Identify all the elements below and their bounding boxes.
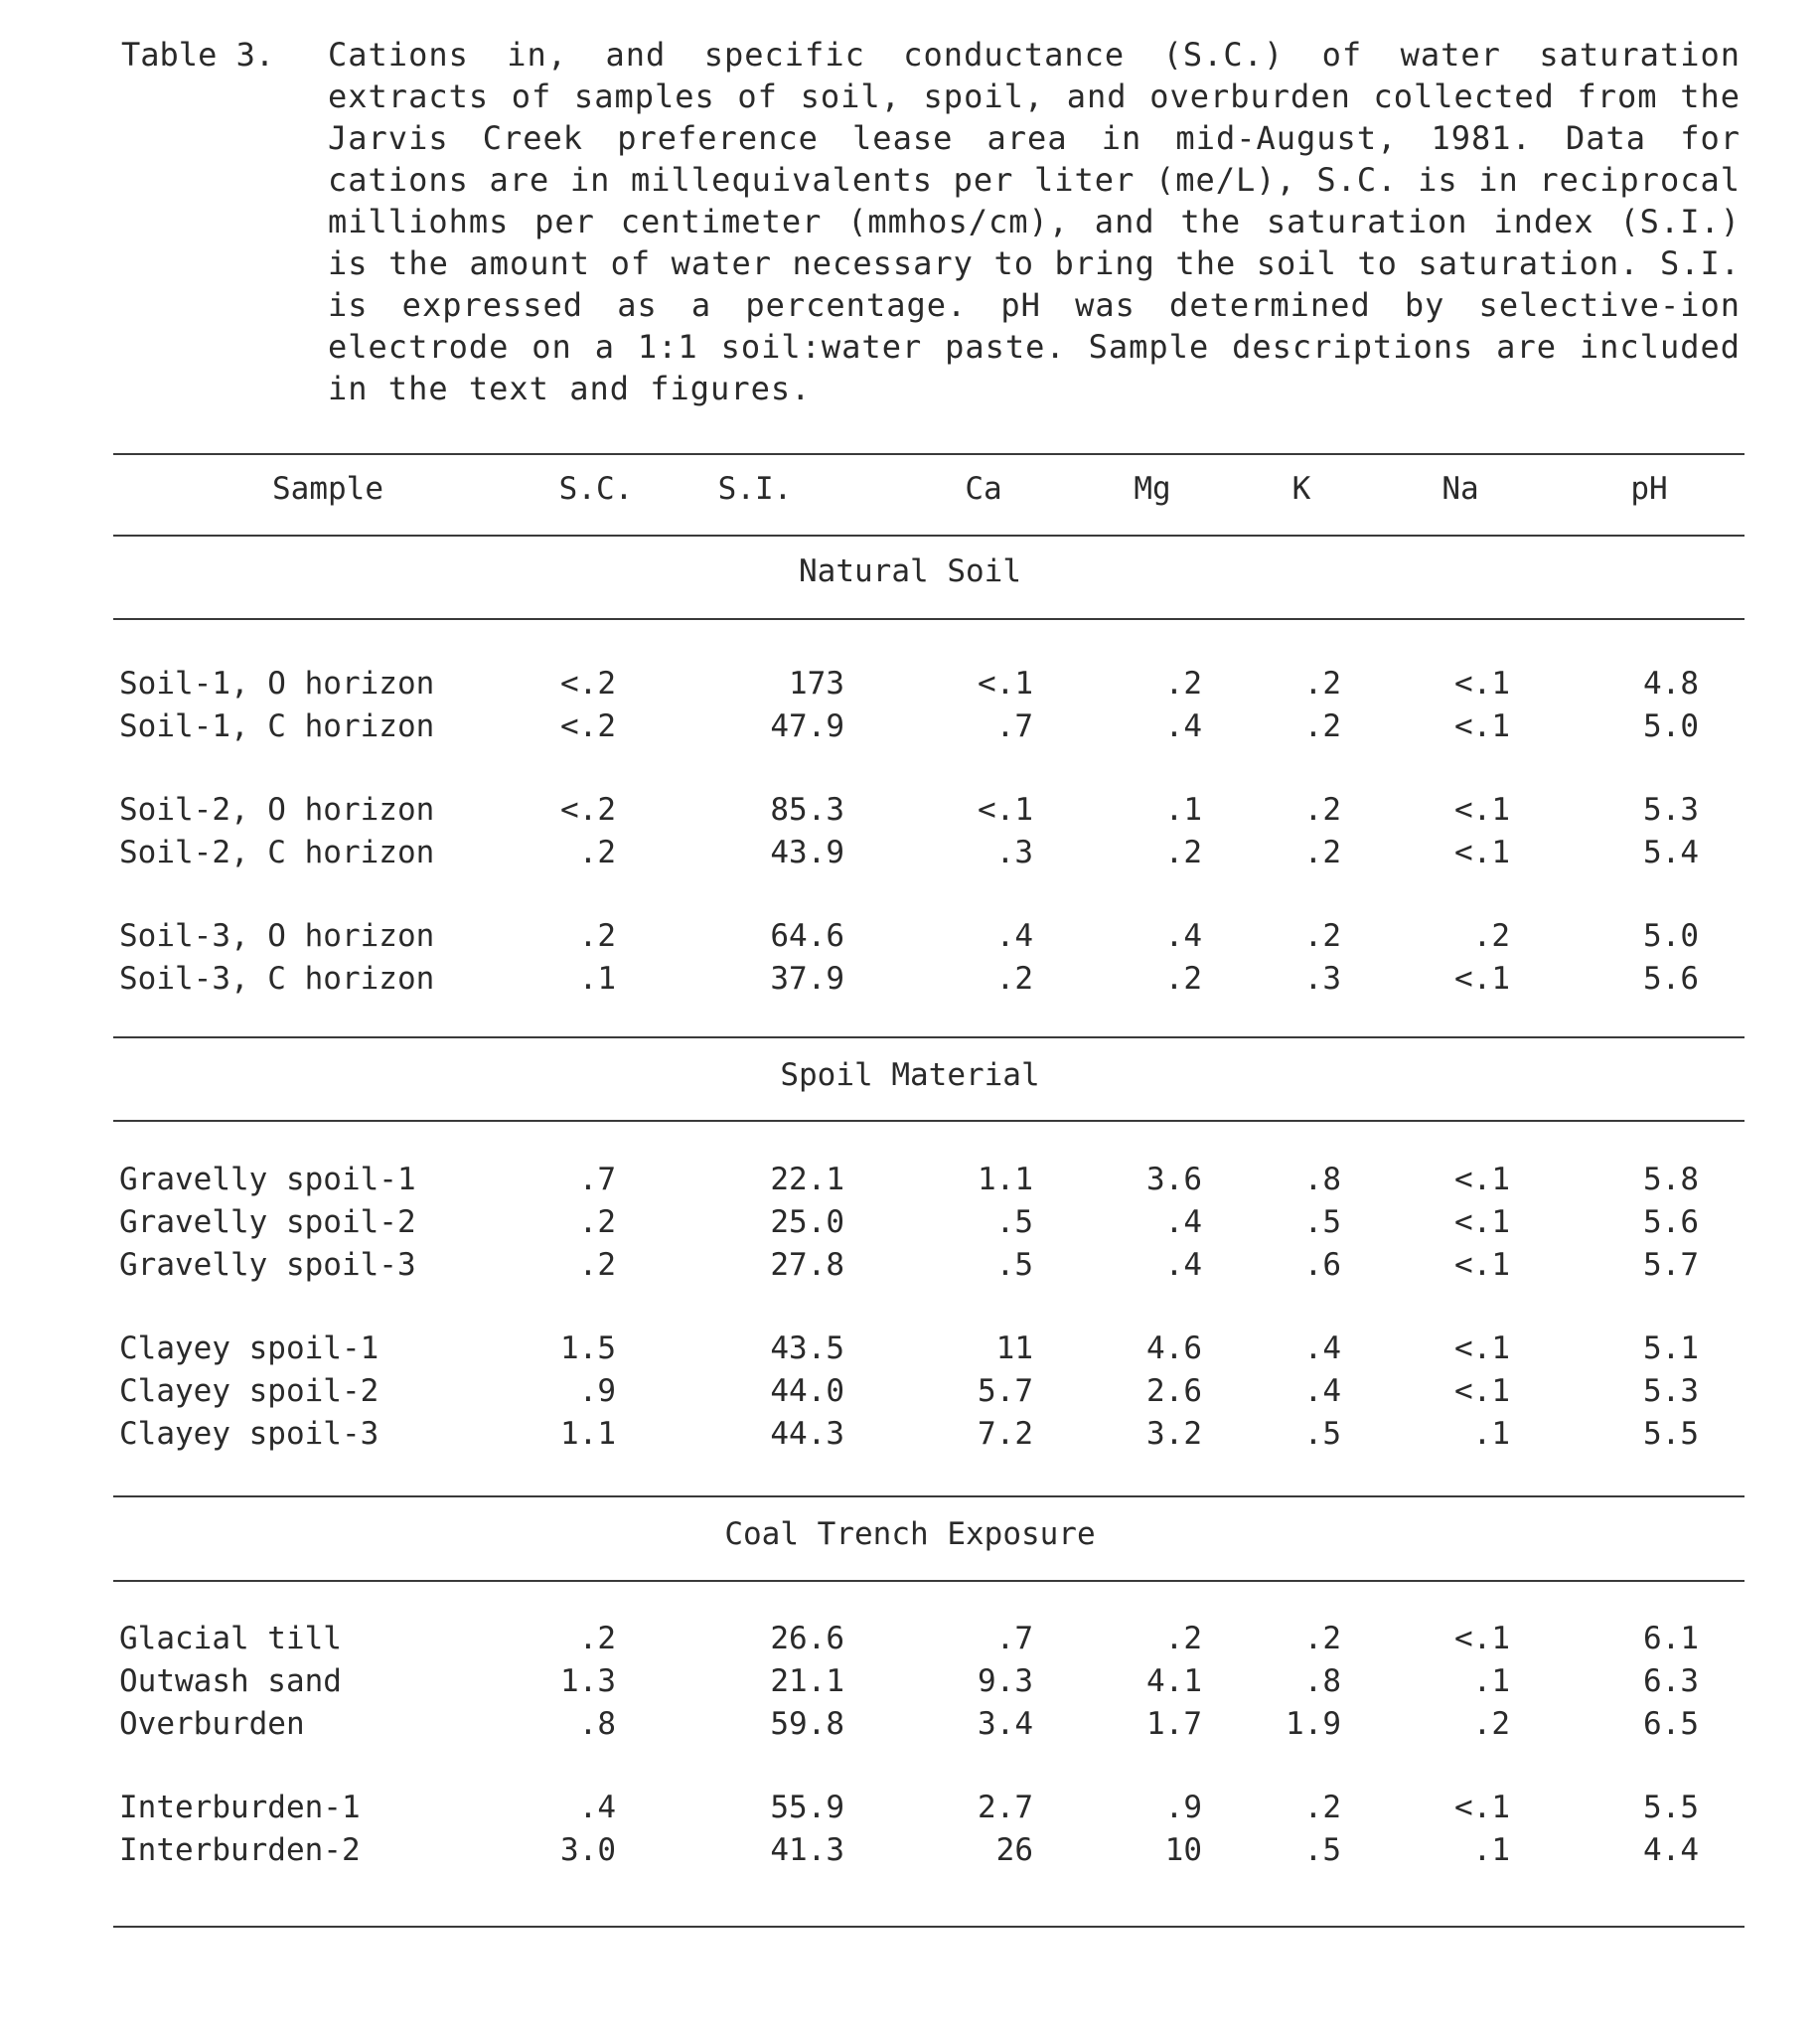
table-row [0,788,1820,832]
cell-ph: 4.8 [1643,666,1699,702]
column-header-sc: S.C. [558,471,634,507]
cell-mg: .2 [1164,835,1202,870]
cell-na: .1 [1472,1663,1510,1699]
cell-ph: 6.3 [1643,1663,1699,1699]
cell-sample: Soil-1, C horizon [119,708,435,744]
cell-mg: 2.6 [1146,1373,1202,1409]
cell-sc: <.2 [560,666,616,702]
cell-sc: .8 [578,1706,616,1742]
cell-ph: 5.8 [1643,1162,1699,1197]
cell-na: <.1 [1454,1621,1510,1656]
cell-ph: 5.5 [1643,1790,1699,1825]
cell-ph: 5.0 [1643,708,1699,744]
cell-mg: .4 [1164,1204,1202,1240]
cell-sc: .2 [578,835,616,870]
cell-sc: <.2 [560,708,616,744]
table-row [0,914,1820,958]
table-row [0,1702,1820,1746]
table-row [0,1828,1820,1872]
cell-ca: .4 [995,918,1033,954]
cell-sample: Glacial till [119,1621,342,1656]
table-top-rule [113,453,1744,455]
cell-k: .4 [1303,1373,1341,1409]
cell-ph: 5.6 [1643,961,1699,997]
cell-ca: 3.4 [978,1706,1033,1742]
cell-k: .5 [1303,1416,1341,1452]
column-header-na: Na [1441,471,1479,507]
table-row [0,1158,1820,1201]
cell-ca: .3 [995,835,1033,870]
cell-k: 1.9 [1286,1706,1341,1742]
cell-si: 41.3 [770,1832,844,1868]
cell-ca: .2 [995,961,1033,997]
section-title-text: Spoil Material [780,1057,1040,1093]
cell-sample: Soil-3, C horizon [119,961,435,997]
cell-k: .2 [1303,835,1341,870]
section-title-text: Coal Trench Exposure [724,1516,1096,1552]
cell-k: .2 [1303,918,1341,954]
cell-na: <.1 [1454,1373,1510,1409]
column-header-k: K [1291,471,1311,507]
cell-sample: Soil-1, O horizon [119,666,435,702]
section-title-text: Natural Soil [799,553,1021,589]
cell-mg: 1.7 [1146,1706,1202,1742]
cell-ca: 1.1 [978,1162,1033,1197]
cell-na: <.1 [1454,1247,1510,1283]
cell-na: <.1 [1454,961,1510,997]
header-bottom-rule [113,535,1744,537]
table-header-row [0,467,1820,511]
cell-sample: Interburden-2 [119,1832,361,1868]
cell-sc: 3.0 [560,1832,616,1868]
cell-k: .2 [1303,1790,1341,1825]
table-row [0,1786,1820,1829]
section-title [0,549,1820,593]
cell-na: <.1 [1454,708,1510,744]
cell-ca: <.1 [978,792,1033,828]
cell-ph: 5.4 [1643,835,1699,870]
cell-ph: 5.0 [1643,918,1699,954]
cell-mg: 4.6 [1146,1331,1202,1366]
cell-sc: .4 [578,1790,616,1825]
cell-sample: Gravelly spoil-1 [119,1162,416,1197]
table-row [0,1327,1820,1370]
section-title [0,1053,1820,1097]
table-caption [121,34,1741,409]
table-row [0,1617,1820,1660]
cell-sc: .2 [578,918,616,954]
cell-ph: 6.5 [1643,1706,1699,1742]
table-bottom-rule [113,1926,1744,1928]
section-divider-rule [113,1495,1744,1497]
cell-mg: 3.2 [1146,1416,1202,1452]
cell-k: .5 [1303,1832,1341,1868]
caption-text: Cations in, and specific conductance (S.C.) of water saturation extracts of samples of soil, spoil, and overburden collected from the Jarvis Creek preference lease area in mid-August, 1981. Data for cations are in millequivalents per liter (me/L), S.C. is in reciprocal milliohms per centimeter (mmhos/cm), and the saturation index (S.I.) is the amount of water necessary to bring the soil to saturation. S.I. is expressed as a percentage. pH was determined by selective-ion electrode on a 1:1 soil:water paste. Sample descriptions are included in the text and figures. [328,36,1741,407]
cell-ca: .5 [995,1204,1033,1240]
cell-ca: .7 [995,708,1033,744]
cell-na: .1 [1472,1416,1510,1452]
cell-sc: .2 [578,1247,616,1283]
cell-sc: .7 [578,1162,616,1197]
cell-si: 85.3 [770,792,844,828]
table-row [0,1243,1820,1287]
cell-sample: Clayey spoil-3 [119,1416,379,1452]
cell-ph: 5.7 [1643,1247,1699,1283]
table-row [0,957,1820,1001]
section-title-rule [113,618,1744,620]
cell-sc: .2 [578,1621,616,1656]
column-header-si: S.I. [717,471,793,507]
cell-na: <.1 [1454,1331,1510,1366]
table-row [0,1369,1820,1413]
section-title-rule [113,1120,1744,1122]
cell-sample: Outwash sand [119,1663,342,1699]
cell-ca: 26 [995,1832,1033,1868]
cell-si: 37.9 [770,961,844,997]
cell-mg: .2 [1164,666,1202,702]
cell-si: 21.1 [770,1663,844,1699]
cell-na: <.1 [1454,835,1510,870]
section-title [0,1512,1820,1556]
cell-sample: Overburden [119,1706,305,1742]
cell-sample: Clayey spoil-1 [119,1331,379,1366]
cell-si: 27.8 [770,1247,844,1283]
cell-k: .4 [1303,1331,1341,1366]
cell-mg: .2 [1164,961,1202,997]
cell-ca: .7 [995,1621,1033,1656]
cell-si: 22.1 [770,1162,844,1197]
cell-ca: 5.7 [978,1373,1033,1409]
cell-ca: 2.7 [978,1790,1033,1825]
cell-si: 43.5 [770,1331,844,1366]
column-header-sample: Sample [272,471,383,507]
table-row [0,1412,1820,1456]
cell-mg: 4.1 [1146,1663,1202,1699]
cell-sample: Interburden-1 [119,1790,361,1825]
cell-k: .3 [1303,961,1341,997]
cell-si: 64.6 [770,918,844,954]
cell-si: 55.9 [770,1790,844,1825]
cell-sample: Gravelly spoil-2 [119,1204,416,1240]
table-row [0,1200,1820,1244]
table-row [0,704,1820,748]
cell-ca: 7.2 [978,1416,1033,1452]
cell-mg: .4 [1164,708,1202,744]
cell-si: 26.6 [770,1621,844,1656]
cell-k: .8 [1303,1663,1341,1699]
cell-na: <.1 [1454,1790,1510,1825]
cell-ph: 5.6 [1643,1204,1699,1240]
cell-mg: .9 [1164,1790,1202,1825]
cell-si: 173 [789,666,844,702]
cell-ph: 5.1 [1643,1331,1699,1366]
cell-sc: .9 [578,1373,616,1409]
cell-k: .2 [1303,792,1341,828]
cell-si: 59.8 [770,1706,844,1742]
table-row [0,662,1820,705]
cell-na: .1 [1472,1832,1510,1868]
cell-ca: 11 [995,1331,1033,1366]
cell-mg: .4 [1164,1247,1202,1283]
cell-sc: .1 [578,961,616,997]
cell-ca: .5 [995,1247,1033,1283]
table-row [0,831,1820,874]
cell-na: .2 [1472,918,1510,954]
cell-sc: 1.3 [560,1663,616,1699]
cell-sample: Soil-2, O horizon [119,792,435,828]
cell-mg: .4 [1164,918,1202,954]
cell-ca: <.1 [978,666,1033,702]
cell-sc: .2 [578,1204,616,1240]
cell-ph: 6.1 [1643,1621,1699,1656]
cell-si: 44.3 [770,1416,844,1452]
cell-mg: .1 [1164,792,1202,828]
cell-sample: Soil-3, O horizon [119,918,435,954]
cell-k: .2 [1303,666,1341,702]
cell-sc: 1.1 [560,1416,616,1452]
cell-si: 44.0 [770,1373,844,1409]
cell-k: .6 [1303,1247,1341,1283]
cell-sc: 1.5 [560,1331,616,1366]
cell-si: 43.9 [770,835,844,870]
table-row [0,1659,1820,1703]
cell-ca: 9.3 [978,1663,1033,1699]
cell-si: 47.9 [770,708,844,744]
cell-sample: Gravelly spoil-3 [119,1247,416,1283]
cell-sample: Clayey spoil-2 [119,1373,379,1409]
column-header-ca: Ca [965,471,1002,507]
cell-ph: 5.5 [1643,1416,1699,1452]
table-label: Table 3. [121,36,275,74]
section-divider-rule [113,1036,1744,1038]
cell-k: .2 [1303,708,1341,744]
cell-sample: Soil-2, C horizon [119,835,435,870]
cell-k: .5 [1303,1204,1341,1240]
cell-si: 25.0 [770,1204,844,1240]
cell-na: <.1 [1454,792,1510,828]
cell-ph: 5.3 [1643,1373,1699,1409]
cell-na: .2 [1472,1706,1510,1742]
cell-na: <.1 [1454,1204,1510,1240]
cell-mg: .2 [1164,1621,1202,1656]
cell-na: <.1 [1454,1162,1510,1197]
cell-k: .8 [1303,1162,1341,1197]
cell-na: <.1 [1454,666,1510,702]
cell-k: .2 [1303,1621,1341,1656]
cell-mg: 3.6 [1146,1162,1202,1197]
column-header-ph: pH [1630,471,1668,507]
cell-ph: 4.4 [1643,1832,1699,1868]
column-header-mg: Mg [1134,471,1171,507]
cell-sc: <.2 [560,792,616,828]
cell-ph: 5.3 [1643,792,1699,828]
section-title-rule [113,1580,1744,1582]
cell-mg: 10 [1164,1832,1202,1868]
